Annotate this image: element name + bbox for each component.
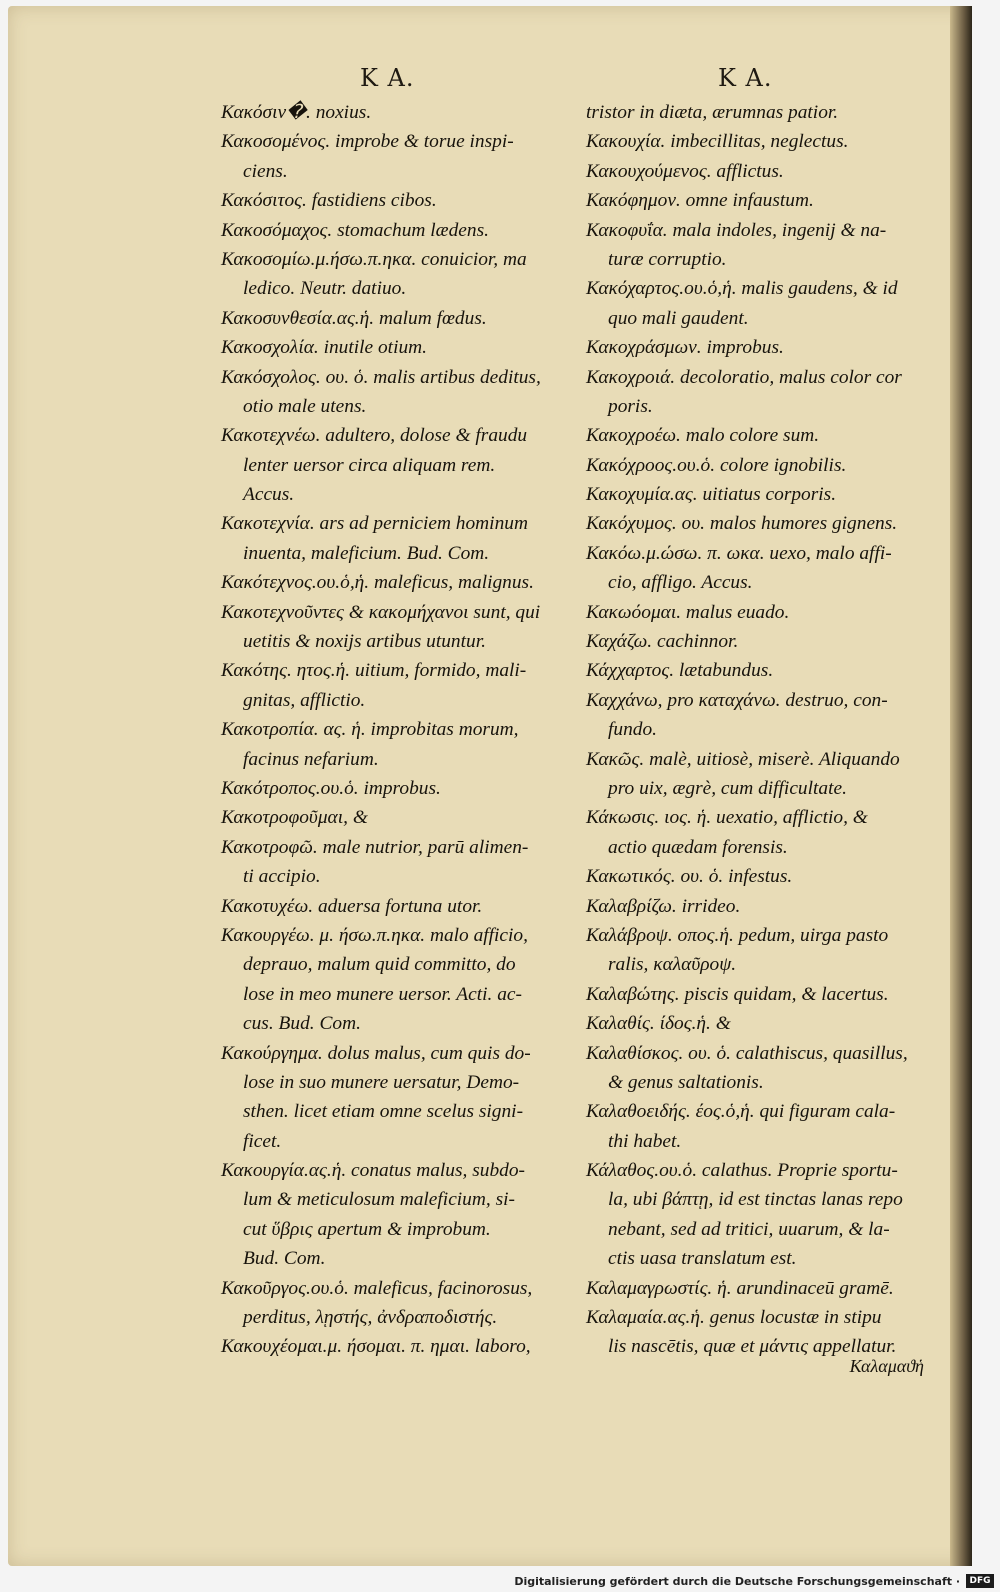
dictionary-line: ctis uasa translatum est. bbox=[608, 1248, 797, 1270]
dictionary-line: Καλαθίσκος. ου. ὁ. calathiscus, quasillus, bbox=[586, 1042, 908, 1064]
dictionary-line: lose in meo munere uersor. Acti. ac- bbox=[243, 983, 522, 1005]
dictionary-line: lis nascētis, quæ et μάντις appellatur. bbox=[608, 1336, 897, 1358]
dictionary-line: cus. Bud. Com. bbox=[243, 1013, 361, 1035]
dictionary-line: poris. bbox=[608, 395, 653, 417]
dictionary-line: Κακοφυΐα. mala indoles, ingenij & na- bbox=[586, 219, 887, 241]
dictionary-line: la, ubi βάπτῃ, id est tinctas lanas repo bbox=[608, 1189, 903, 1211]
dictionary-line: actio quædam forensis. bbox=[608, 836, 788, 858]
running-head-right: K A. bbox=[718, 64, 773, 92]
dictionary-line: tristor in diæta, ærumnas patior. bbox=[586, 102, 839, 123]
dictionary-line: inuenta, maleficium. Bud. Com. bbox=[243, 542, 490, 564]
dictionary-line: lenter uersor circa aliquam rem. bbox=[243, 454, 496, 476]
dictionary-line: Καλαμαγρωστίς. ἡ. arundinaceū gramē. bbox=[586, 1277, 894, 1299]
dictionary-line: Κακοχροιά. decoloratio, malus color cor bbox=[586, 366, 902, 388]
dictionary-line: cut ὕβρις apertum & improbum. bbox=[243, 1218, 491, 1240]
dictionary-line: Κακοτροπία. ας. ἡ. improbitas morum, bbox=[221, 719, 519, 741]
book-page bbox=[8, 6, 972, 1566]
dictionary-line: lum & meticulosum maleficium, si- bbox=[243, 1189, 515, 1211]
dictionary-line: turæ corruptio. bbox=[608, 248, 727, 270]
dictionary-line: ciens. bbox=[243, 160, 288, 182]
dictionary-line: facinus nefarium. bbox=[243, 748, 379, 770]
dictionary-line: Κακοτροφοῦμαι, & bbox=[221, 807, 368, 829]
dictionary-line: Κακοσομένος. improbe & torue inspi- bbox=[221, 131, 514, 153]
dictionary-line: Κακότεχνος.ου.ὁ,ἡ. maleficus, malignus. bbox=[221, 572, 534, 594]
dictionary-line: Κακοσχολία. inutile otium. bbox=[221, 337, 428, 359]
dictionary-line: lose in suo munere uersatur, Demo- bbox=[243, 1071, 520, 1093]
funding-credit: Digitalisierung gefördert durch die Deutsche Forschungsgemeinschaft · bbox=[514, 1575, 960, 1588]
dictionary-line: ficet. bbox=[243, 1130, 282, 1152]
dictionary-line: Κακοτροφῶ. male nutrior, parū alimen- bbox=[221, 836, 529, 858]
dictionary-line: Κακουχούμενος. afflictus. bbox=[586, 160, 784, 182]
dictionary-line: Accus. bbox=[243, 484, 295, 506]
dictionary-line: Κακούργημα. dolus malus, cum quis do- bbox=[221, 1042, 531, 1064]
dictionary-line: Κακουργέω. μ. ήσω.π.ηκα. malo afficio, bbox=[221, 924, 528, 946]
dictionary-line: pro uix, ægrè, cum difficultate. bbox=[608, 777, 847, 799]
dictionary-line: Κακόσιτος. fastidiens cibos. bbox=[221, 190, 437, 212]
dictionary-line: Κακόσχολος. ου. ὁ. malis artibus deditus, bbox=[221, 366, 541, 388]
dictionary-line: gnitas, afflictio. bbox=[243, 689, 366, 711]
dictionary-line: Καλαμαία.ας.ἡ. genus locustæ in stipu bbox=[586, 1307, 882, 1329]
dictionary-line: Καχχάνω, pro καταχάνω. destruo, con- bbox=[586, 689, 888, 711]
dictionary-line: Κάχχαρτος. lætabundus. bbox=[586, 660, 774, 682]
dictionary-line: Κακοσόμαχος. stomachum lædens. bbox=[221, 219, 489, 241]
dictionary-line: sthen. licet etiam omne scelus signi- bbox=[243, 1101, 524, 1123]
dictionary-line: Καλαβρίζω. irrideo. bbox=[586, 895, 741, 917]
dictionary-line: Κακοχροέω. malo colore sum. bbox=[586, 425, 820, 447]
dictionary-line: Κακοσομίω.μ.ήσω.π.ηκα. conuicior, ma bbox=[221, 248, 527, 270]
digitization-footer bbox=[0, 1572, 1000, 1592]
dictionary-line: Κακουχία. imbecillitas, neglectus. bbox=[586, 131, 849, 153]
dictionary-line: ledico. Neutr. datiuo. bbox=[243, 278, 407, 300]
dictionary-line: Κακοῦργος.ου.ὁ. maleficus, facinorosus, bbox=[221, 1277, 533, 1299]
dictionary-line: Καλαθίς. ίδος.ἡ. & bbox=[586, 1013, 731, 1035]
dictionary-line: Κακότης. ητος.ἡ. uitium, formido, mali- bbox=[221, 660, 527, 682]
dictionary-line: cio, affligo. Accus. bbox=[608, 572, 753, 594]
dictionary-line: Κακοτεχνέω. adultero, dolose & fraudu bbox=[221, 425, 528, 447]
left-column bbox=[221, 98, 581, 1362]
dictionary-line: Κακότροπος.ου.ὁ. improbus. bbox=[221, 777, 441, 799]
dictionary-line: Κακοσυνθεσία.ας.ἡ. malum fœdus. bbox=[221, 307, 487, 329]
dictionary-line: Καλαβώτης. piscis quidam, & lacertus. bbox=[586, 983, 889, 1005]
dictionary-line: Καλάβροψ. οπος.ἡ. pedum, uirga pasto bbox=[586, 924, 889, 946]
dictionary-line: Κακουργία.ας.ἡ. conatus malus, subdo- bbox=[221, 1160, 526, 1182]
dictionary-line: fundo. bbox=[608, 719, 658, 741]
dictionary-line: Κακῶς. malè, uitiosè, miserè. Aliquando bbox=[586, 748, 900, 770]
dictionary-line: Κακόχυμος. ου. malos humores gignens. bbox=[586, 513, 898, 535]
dictionary-line: Κακόφημον. omne infaustum. bbox=[586, 190, 814, 212]
dictionary-line: Κακοτεχνία. ars ad perniciem hominum bbox=[221, 513, 528, 535]
dictionary-line: ralis, καλαῦροψ. bbox=[608, 954, 737, 976]
running-head-left: K A. bbox=[360, 64, 415, 92]
dictionary-line: Κάλαθος.ου.ὁ. calathus. Proprie sportu- bbox=[586, 1160, 898, 1182]
dfg-logo-icon: DFG bbox=[966, 1574, 994, 1588]
dictionary-line: quo mali gaudent. bbox=[608, 307, 749, 329]
dictionary-line: thi habet. bbox=[608, 1130, 682, 1152]
dictionary-line: Bud. Com. bbox=[243, 1248, 326, 1270]
dictionary-line: & genus saltationis. bbox=[608, 1071, 764, 1093]
dictionary-line: Κακόχαρτος.ου.ὁ,ἡ. malis gaudens, & id bbox=[586, 278, 898, 300]
right-column bbox=[586, 98, 964, 1362]
dictionary-line: Κακοτεχνοῦντες & κακομήχανοι sunt, qui bbox=[221, 601, 541, 623]
dictionary-line: Κακωτικός. ου. ὁ. infestus. bbox=[586, 866, 793, 888]
dictionary-line: Κακόσιν�. noxius. bbox=[221, 102, 372, 123]
dictionary-line: Κακουχέομαι.μ. ήσομαι. π. ημαι. laboro, bbox=[221, 1336, 531, 1358]
dictionary-line: deprauo, malum quid committo, do bbox=[243, 954, 516, 976]
dictionary-line: Κακόω.μ.ώσω. π. ωκα. uexo, malo affi- bbox=[586, 542, 892, 564]
dictionary-line: Κακόχροος.ου.ὁ. colore ignobilis. bbox=[586, 454, 847, 476]
dictionary-line: Κακοτυχέω. aduersa fortuna utor. bbox=[221, 895, 483, 917]
dictionary-line: otio male utens. bbox=[243, 395, 367, 417]
dictionary-line: perditus, λῃστής, ἀνδραποδιστής. bbox=[243, 1307, 498, 1329]
dictionary-line: Κακοχυμία.ας. uitiatus corporis. bbox=[586, 484, 837, 506]
dictionary-line: Κάκωσις. ιος. ἡ. uexatio, afflictio, & bbox=[586, 807, 868, 829]
dictionary-line: uetitis & noxijs artibus utuntur. bbox=[243, 631, 486, 653]
dictionary-line: Κακοχράσμων. improbus. bbox=[586, 337, 784, 359]
dictionary-line: Κακωόομαι. malus euado. bbox=[586, 601, 790, 623]
catchword: Καλαμαϑἡ bbox=[849, 1356, 924, 1376]
dictionary-line: nebant, sed ad tritici, uuarum, & la- bbox=[608, 1218, 890, 1240]
dictionary-line: ti accipio. bbox=[243, 866, 321, 888]
dictionary-line: Καλαθοειδής. έος.ὁ,ἡ. qui figuram cala- bbox=[586, 1101, 896, 1123]
dictionary-line: Καχάζω. cachinnor. bbox=[586, 631, 739, 653]
